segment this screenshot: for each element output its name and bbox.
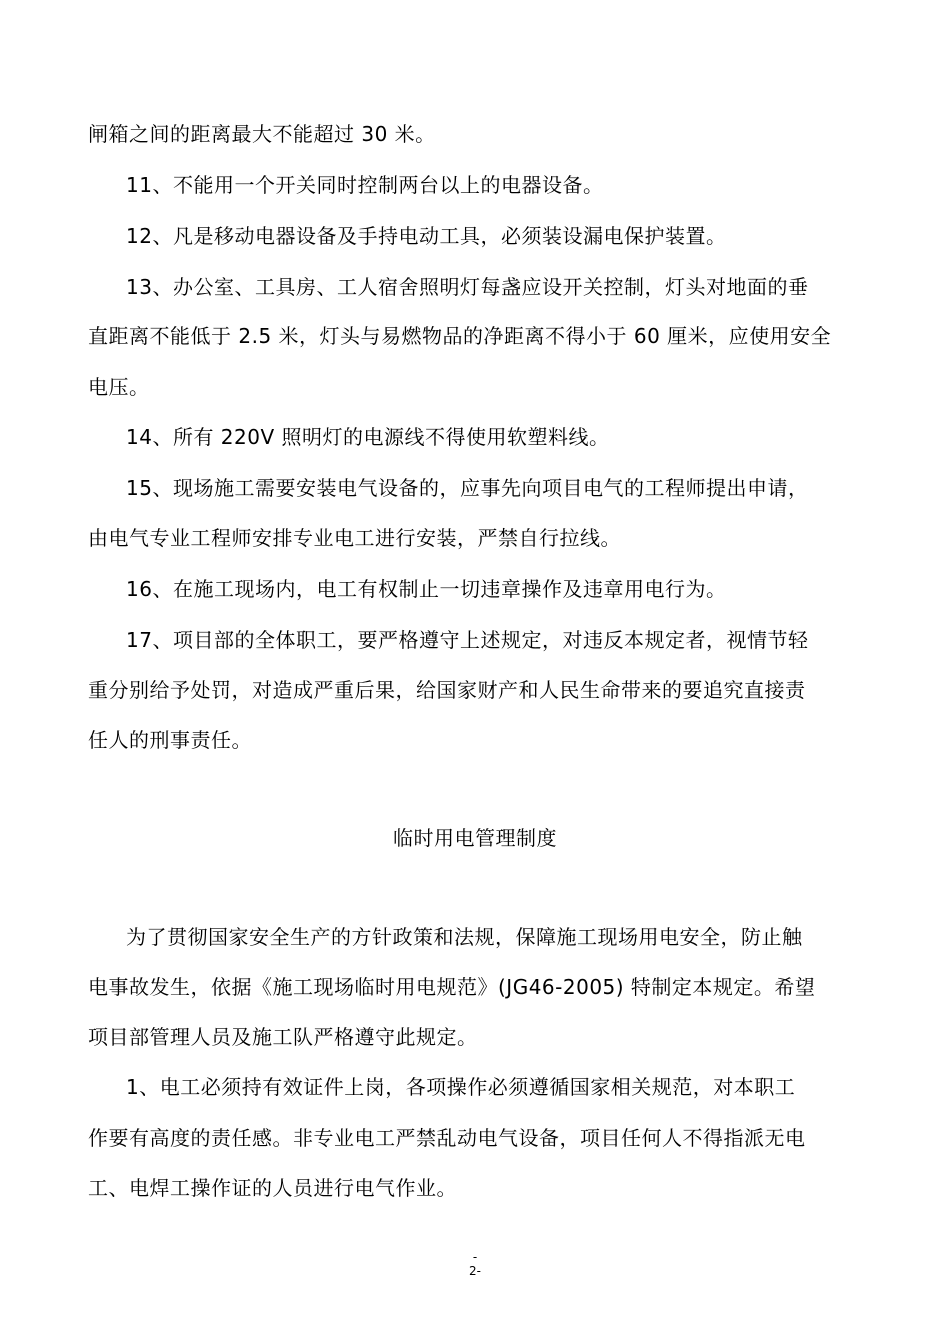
footer-dash: -	[472, 1250, 478, 1264]
paragraph-line: 由电气专业工程师安排专业电工进行安装，严禁自行拉线。	[88, 526, 621, 550]
rule-16-line: 16、在施工现场内，电工有权制止一切违章操作及违章用电行为。	[126, 577, 727, 601]
paragraph-line: 任人的刑事责任。	[88, 728, 252, 752]
rule-11-line: 11、不能用一个开关同时控制两台以上的电器设备。	[126, 173, 604, 197]
paragraph-line: 作要有高度的责任感。非专业电工严禁乱动电气设备，项目任何人不得指派无电	[88, 1126, 806, 1150]
paragraph-line: 重分别给予处罚，对造成严重后果，给国家财产和人民生命带来的要追究直接责	[88, 678, 806, 702]
rule-14-line: 14、所有 220V 照明灯的电源线不得使用软塑料线。	[126, 425, 610, 449]
rule-15-line: 15、现场施工需要安装电气设备的，应事先向项目电气的工程师提出申请，	[126, 476, 809, 500]
rule-1-line: 1、电工必须持有效证件上岗，各项操作必须遵循国家相关规范，对本职工	[126, 1075, 796, 1099]
intro-line: 为了贯彻国家安全生产的方针政策和法规，保障施工现场用电安全，防止触	[126, 925, 803, 949]
page-number: 2-	[469, 1264, 481, 1278]
paragraph-line: 直距离不能低于 2.5 米，灯头与易燃物品的净距离不得小于 60 厘米，应使用安全	[88, 324, 832, 348]
paragraph-line: 闸箱之间的距离最大不能超过 30 米。	[88, 122, 436, 146]
rule-13-line: 13、办公室、工具房、工人宿舍照明灯每盏应设开关控制，灯头对地面的垂	[126, 275, 809, 299]
paragraph-line: 工、电焊工操作证的人员进行电气作业。	[88, 1176, 457, 1200]
rule-17-line: 17、项目部的全体职工，要严格遵守上述规定，对违反本规定者，视情节轻	[126, 628, 809, 652]
rule-12-line: 12、凡是移动电器设备及手持电动工具，必须装设漏电保护装置。	[126, 224, 727, 248]
paragraph-line: 项目部管理人员及施工队严格遵守此规定。	[88, 1025, 478, 1049]
paragraph-line: 电压。	[88, 375, 150, 399]
section-heading: 临时用电管理制度	[393, 826, 557, 850]
paragraph-line: 电事故发生，依据《施工现场临时用电规范》(JG46-2005) 特制定本规定。希望	[88, 975, 816, 999]
